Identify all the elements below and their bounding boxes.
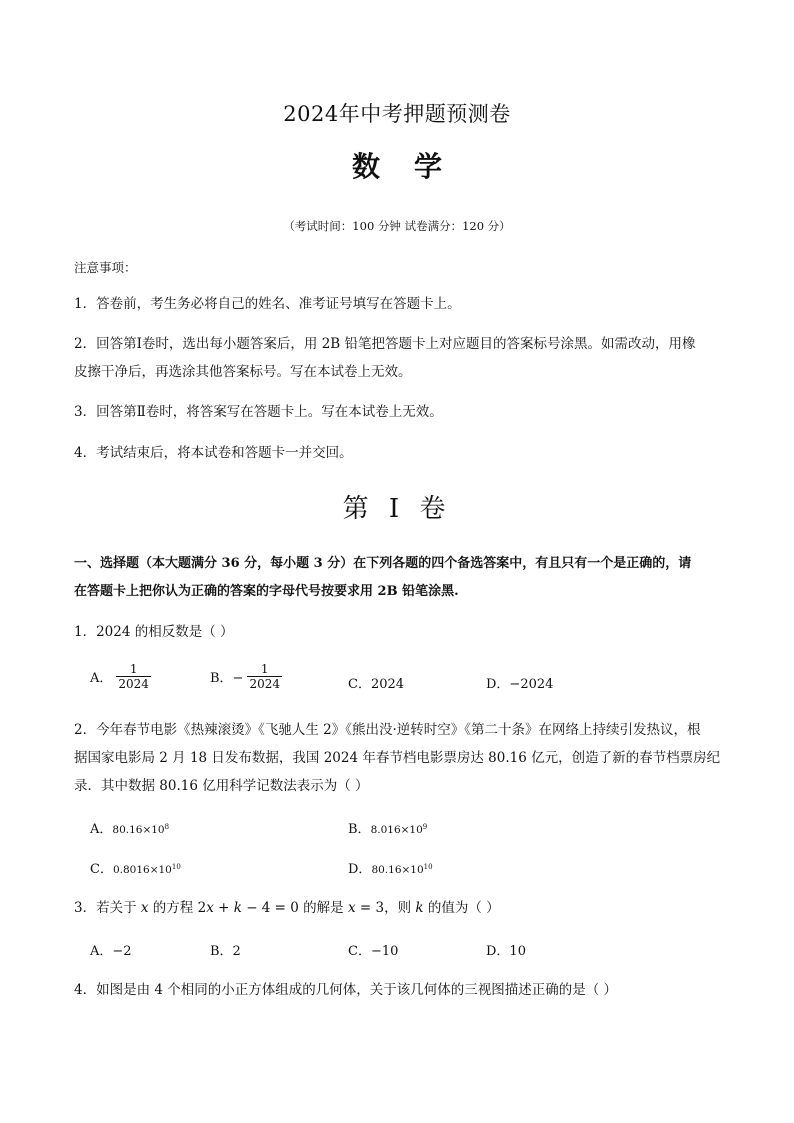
variable-x: x [347, 900, 356, 916]
option-value: 80.16×10 [371, 864, 424, 876]
subject-title: 数学 [351, 150, 476, 183]
denominator: 2024 [118, 677, 149, 691]
part-one-instructions: 一、选择题（本大题满分 36 分，每小题 3 分）在下列各题的四个备选答案中，有且只有一个是正确的，请 [74, 556, 692, 571]
numerator: 1 [129, 662, 138, 676]
note-item-2: 2．回答第Ⅰ卷时，选出每小题答案后，用 2B 铅笔把答题卡上对应题目的答案标号涂黑。如需改动，用橡 [74, 336, 696, 352]
option-value: 8.016×10 [370, 824, 423, 836]
question-4-stem: 4．如图是由 4 个相同的小正方体组成的几何体，关于该几何体的三视图描述正确的是（ ） [74, 982, 618, 998]
question-3-option-c: C．−10 [348, 944, 399, 959]
option-label: A． [90, 671, 113, 686]
exponent: 10 [423, 863, 433, 871]
question-1-option-b [210, 662, 286, 691]
variable-k: k [415, 900, 424, 916]
exam-title: 2024年中考押题预测卷 [283, 102, 511, 126]
denominator: 2024 [249, 677, 280, 691]
exponent: 9 [422, 823, 428, 831]
option-label: D． [348, 862, 372, 877]
note-item-3: 3．回答第Ⅱ卷时，将答案写在答题卡上。写在本试卷上无效。 [74, 404, 443, 420]
stem-text: 的值为（ ） [423, 900, 500, 916]
question-1-option-c: C．2024 [348, 677, 405, 692]
question-2-line-1: 2．今年春节电影《热辣滚烫》《飞驰人生 2》《熊出没·逆转时空》《第二十条》在网络上持续引发热议，根 [74, 722, 701, 738]
exam-info: （考试时间：100 分钟 试卷满分：120 分） [283, 219, 511, 233]
option-label: B． [348, 822, 371, 837]
fraction [247, 662, 282, 691]
variable-x: x [206, 900, 214, 916]
exponent: 10 [171, 863, 181, 871]
note-item-4: 4．考试结束后，将本试卷和答题卡一并交回。 [74, 445, 353, 461]
stem-text: 的方程 2 [148, 900, 207, 916]
question-1-option-a [90, 662, 155, 691]
question-2-option-c [90, 858, 181, 877]
numerator: 1 [260, 662, 269, 676]
exponent: 8 [164, 823, 170, 831]
note-item-2-cont: 皮擦干净后，再选涂其他答案标号。写在本试卷上无效。 [74, 364, 412, 380]
option-label: C． [90, 862, 113, 877]
question-2-line-3: 录．其中数据 80.16 亿用科学记数法表示为（ ） [74, 778, 369, 794]
option-label: B．− [210, 671, 244, 686]
option-value: 80.16×10 [112, 824, 165, 836]
question-2-option-a [90, 818, 169, 837]
question-3-option-a: A．−2 [90, 944, 132, 959]
question-2-option-d [348, 858, 433, 877]
option-label: A． [90, 822, 113, 837]
option-value: 0.8016×10 [112, 864, 172, 876]
question-1-option-d: D．−2024 [486, 677, 554, 692]
part-one-instructions-cont: 在答题卡上把你认为正确的答案的字母代号按要求用 2B 铅笔涂黑. [74, 584, 459, 599]
stem-text: + [213, 900, 234, 916]
question-2-line-2: 据国家电影局 2 月 18 日发布数据，我国 2024 年春节档电影票房达 80.16 亿元，创造了新的春节档票房纪 [74, 750, 721, 766]
question-3-stem [74, 898, 500, 918]
question-2-option-b [348, 818, 427, 837]
note-item-1: 1．答卷前，考生务必将自己的姓名、准考证号填写在答题卡上。 [74, 296, 461, 312]
variable-x: x [140, 900, 149, 916]
stem-text: = 3，则 [355, 900, 416, 916]
question-3-option-b: B．2 [210, 944, 241, 959]
fraction [116, 662, 151, 691]
section-title: 第 I 卷 [342, 494, 452, 524]
variable-k: k [233, 900, 242, 916]
notes-heading: 注意事项： [74, 260, 137, 275]
question-3-option-d: D．10 [486, 944, 526, 959]
question-1-stem: 1．2024 的相反数是（ ） [74, 624, 234, 640]
stem-text: 3．若关于 [74, 900, 141, 916]
stem-text: − 4 = 0 的解是 [241, 900, 348, 916]
